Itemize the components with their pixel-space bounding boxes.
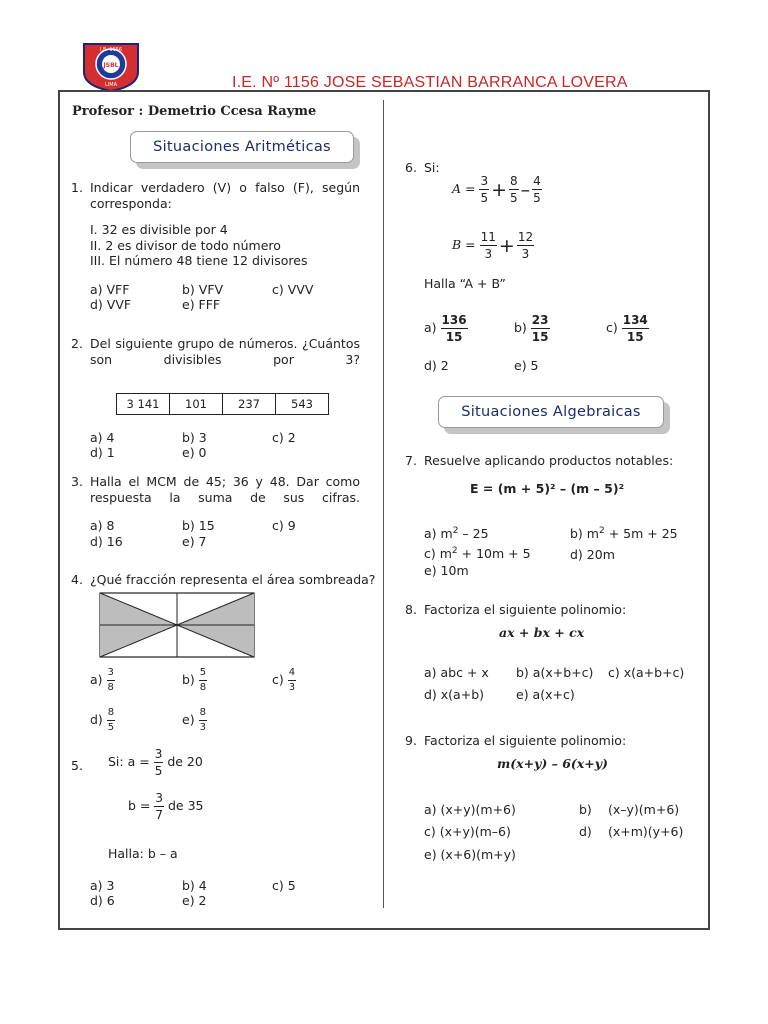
operator: – — [520, 178, 531, 201]
school-logo — [80, 42, 142, 92]
q9-text: Factoriza el siguiente polinomio: — [424, 733, 627, 748]
denominator: 15 — [445, 330, 463, 344]
q9-number: 9. — [405, 733, 417, 748]
q8-expression: ax + bx + cx — [499, 625, 585, 640]
denominator: 5 — [107, 722, 115, 733]
q2-cell: 237 — [223, 394, 276, 415]
option-letter: c) — [272, 672, 284, 687]
numerator: 23 — [531, 313, 549, 327]
denominator: 8 — [107, 682, 114, 693]
denominator: 15 — [531, 330, 549, 344]
numerator: 3 — [480, 174, 489, 188]
q5-b-definition — [128, 792, 204, 821]
q2-option-a[interactable]: a) 4 — [90, 430, 115, 445]
option-letter: b) — [514, 320, 527, 335]
option-letter: a) — [90, 672, 103, 687]
fraction — [441, 314, 468, 343]
term: – 25 — [458, 526, 489, 542]
numerator: 136 — [441, 313, 467, 327]
denominator: 15 — [626, 330, 644, 344]
q4-option-c[interactable] — [272, 668, 296, 693]
numerator: 4 — [533, 174, 541, 188]
numerator: 5 — [199, 668, 207, 681]
q6-halla: Halla “A + B” — [424, 276, 506, 291]
term: + 10m + 5 — [457, 546, 531, 562]
school-name: I.E. Nº 1156 JOSE SEBASTIAN BARRANCA LOVERA — [232, 74, 628, 91]
denominator: 3 — [484, 247, 493, 261]
option-letter: c) — [424, 546, 436, 562]
q5-option-e[interactable]: e) 2 — [182, 893, 207, 908]
term: m — [440, 526, 453, 542]
q8-option-e[interactable]: e) a(x+c) — [516, 687, 575, 702]
q6-option-b[interactable] — [514, 314, 550, 343]
term: + 5m + 25 — [604, 526, 678, 542]
numerator: 4 — [288, 668, 296, 681]
denominator: 3 — [199, 722, 206, 733]
fraction — [154, 748, 164, 777]
q1-option-b[interactable]: b) VFV — [182, 282, 224, 297]
q2-option-b[interactable]: b) 3 — [182, 430, 207, 445]
fraction — [517, 231, 534, 260]
option-letter: c) — [606, 320, 618, 335]
q1-option-e[interactable]: e) FFF — [182, 297, 221, 312]
numerator: 8 — [107, 708, 115, 721]
q9-option-d-letter[interactable]: d) — [579, 824, 592, 839]
q7-text: Resuelve aplicando productos notables: — [424, 453, 674, 468]
fraction — [288, 668, 296, 693]
q4-number: 4. — [71, 572, 83, 587]
fraction — [199, 668, 207, 693]
q5-halla: Halla: b – a — [108, 846, 178, 861]
q7-expression: E = (m + 5)² – (m – 5)² — [470, 481, 625, 496]
fraction — [532, 175, 542, 204]
q5-option-b[interactable]: b) 4 — [182, 878, 207, 893]
q7-option-b[interactable] — [570, 526, 678, 541]
denominator: 8 — [199, 682, 207, 693]
q1-statement-2: II. 2 es divisor de todo número — [90, 238, 281, 253]
q3-option-a[interactable]: a) 8 — [90, 518, 115, 533]
term: m — [439, 546, 452, 562]
section-banner-algebraicas — [438, 396, 664, 428]
denominator: 3 — [288, 682, 296, 693]
q9-option-c[interactable]: c) (x+y)(m–6) — [424, 824, 511, 839]
q7-option-c[interactable] — [424, 546, 531, 561]
option-letter: a) — [424, 526, 437, 542]
fraction — [199, 708, 207, 733]
q8-option-a[interactable]: a) abc + x — [424, 665, 489, 680]
q6-option-c[interactable] — [606, 314, 649, 343]
teacher-name: Profesor : Demetrio Ccesa Rayme — [72, 104, 317, 119]
q9-option-d[interactable]: (x+m)(y+6) — [608, 824, 684, 839]
numerator: 3 — [155, 791, 164, 805]
q8-option-b[interactable]: b) a(x+b+c) — [516, 665, 594, 680]
denominator: 5 — [510, 191, 518, 205]
denominator: 5 — [480, 191, 489, 205]
numerator: 8 — [199, 708, 207, 721]
q1-option-a[interactable]: a) VFF — [90, 282, 130, 297]
fraction — [154, 792, 164, 821]
q1-number: 1. — [71, 180, 83, 195]
q9-option-b[interactable]: (x–y)(m+6) — [608, 802, 680, 817]
logo-text-bottom: LIMA — [105, 82, 117, 88]
q6-si: Si: — [424, 160, 440, 175]
q1-statement-1: I. 32 es divisible por 4 — [90, 222, 228, 237]
q9-option-b-letter[interactable]: b) — [579, 802, 592, 817]
exponent: 2 — [598, 526, 605, 536]
q4-option-a[interactable] — [90, 668, 115, 693]
q6-option-a[interactable] — [424, 314, 468, 343]
section-title: Situaciones Aritméticas — [153, 139, 331, 155]
q2-text: Del siguiente grupo de números. ¿Cuántos son divisibles por 3? — [90, 336, 360, 367]
q6-expression-b — [452, 231, 534, 260]
q2-cell: 543 — [276, 394, 329, 415]
denominator: 5 — [154, 764, 163, 778]
q8-option-d[interactable]: d) x(a+b) — [424, 687, 485, 702]
column-divider — [383, 100, 384, 908]
numerator: 3 — [107, 668, 115, 681]
numerator: 11 — [480, 230, 496, 244]
numerator: 12 — [517, 230, 534, 244]
option-letter: d) — [90, 712, 103, 727]
q5-option-c[interactable]: c) 5 — [272, 878, 296, 893]
q6-option-e[interactable]: e) 5 — [514, 358, 539, 373]
option-letter: e) — [182, 712, 195, 727]
q5-si-label: Si: a = — [108, 754, 150, 769]
q2-cell: 101 — [170, 394, 223, 415]
fraction — [480, 231, 497, 260]
q3-option-c[interactable]: c) 9 — [272, 518, 296, 533]
q2-option-d[interactable]: d) 1 — [90, 445, 115, 460]
fraction — [531, 314, 550, 343]
q7-number: 7. — [405, 453, 417, 468]
fraction — [509, 175, 519, 204]
q6-expression-a — [452, 175, 542, 204]
fraction — [107, 668, 115, 693]
fraction — [479, 175, 489, 204]
numerator: 8 — [510, 174, 518, 188]
q4-text: ¿Qué fracción representa el área sombreada? — [90, 572, 376, 587]
q7-option-d[interactable]: d) 20m — [570, 547, 615, 562]
q8-option-c[interactable]: c) x(a+b+c) — [608, 665, 685, 680]
q9-expression: m(x+y) – 6(x+y) — [497, 756, 608, 771]
section-banner-aritmeticas — [130, 131, 354, 163]
q1-option-d[interactable]: d) VVF — [90, 297, 132, 312]
q6-number: 6. — [405, 160, 417, 175]
q1-text: Indicar verdadero (V) o falso (F), según corresponda: — [90, 180, 360, 211]
q3-option-d[interactable]: d) 16 — [90, 534, 123, 549]
q6-a-label: A = — [452, 181, 476, 196]
fraction — [107, 708, 115, 733]
shaded-area-figure — [99, 592, 255, 658]
q6-b-label: B = — [452, 237, 476, 252]
q2-number-table — [116, 393, 329, 415]
q4-option-e[interactable] — [182, 708, 207, 733]
option-letter: b) — [570, 526, 583, 542]
q4-option-b[interactable] — [182, 668, 207, 693]
q5-b-label: b = — [128, 798, 151, 813]
q1-option-c[interactable]: c) VVV — [272, 282, 314, 297]
q3-number: 3. — [71, 474, 83, 489]
q9-option-e[interactable]: e) (x+6)(m+y) — [424, 847, 516, 862]
term: m — [586, 526, 599, 542]
q4-option-d[interactable] — [90, 708, 115, 733]
fraction — [622, 314, 649, 343]
q8-number: 8. — [405, 602, 417, 617]
denominator: 3 — [521, 247, 530, 261]
q5-option-a[interactable]: a) 3 — [90, 878, 115, 893]
q2-cell: 3 141 — [117, 394, 170, 415]
logo-text-top: I.E. 1156 — [99, 47, 123, 53]
logo-text-mid: JSBL — [103, 62, 119, 69]
q2-number: 2. — [71, 336, 83, 351]
q7-option-e[interactable]: e) 10m — [424, 563, 469, 578]
denominator: 7 — [155, 808, 164, 822]
q5-a-de: de 20 — [167, 754, 203, 769]
q3-option-e[interactable]: e) 7 — [182, 534, 207, 549]
q9-option-a[interactable]: a) (x+y)(m+6) — [424, 802, 516, 817]
option-letter: a) — [424, 320, 437, 335]
q3-text: Halla el MCM de 45; 36 y 48. Dar como respuesta la suma de sus cifras. — [90, 474, 360, 505]
q2-option-e[interactable]: e) 0 — [182, 445, 207, 460]
q6-option-d[interactable]: d) 2 — [424, 358, 449, 373]
q1-statement-3: III. El número 48 tiene 12 divisores — [90, 253, 308, 268]
q3-option-b[interactable]: b) 15 — [182, 518, 215, 533]
operator: + — [498, 234, 515, 257]
q2-option-c[interactable]: c) 2 — [272, 430, 296, 445]
q5-a-definition — [108, 748, 203, 777]
q5-option-d[interactable]: d) 6 — [90, 893, 115, 908]
numerator: 3 — [154, 747, 163, 761]
exponent: 2 — [451, 546, 458, 556]
denominator: 5 — [533, 191, 541, 205]
option-letter: b) — [182, 672, 195, 687]
numerator: 134 — [622, 313, 648, 327]
q5-b-de: de 35 — [168, 798, 204, 813]
operator: + — [491, 178, 508, 201]
q7-option-a[interactable] — [424, 526, 489, 541]
exponent: 2 — [452, 526, 459, 536]
q8-text: Factoriza el siguiente polinomio: — [424, 602, 627, 617]
q5-number: 5. — [71, 758, 83, 773]
section-title: Situaciones Algebraicas — [461, 404, 641, 420]
